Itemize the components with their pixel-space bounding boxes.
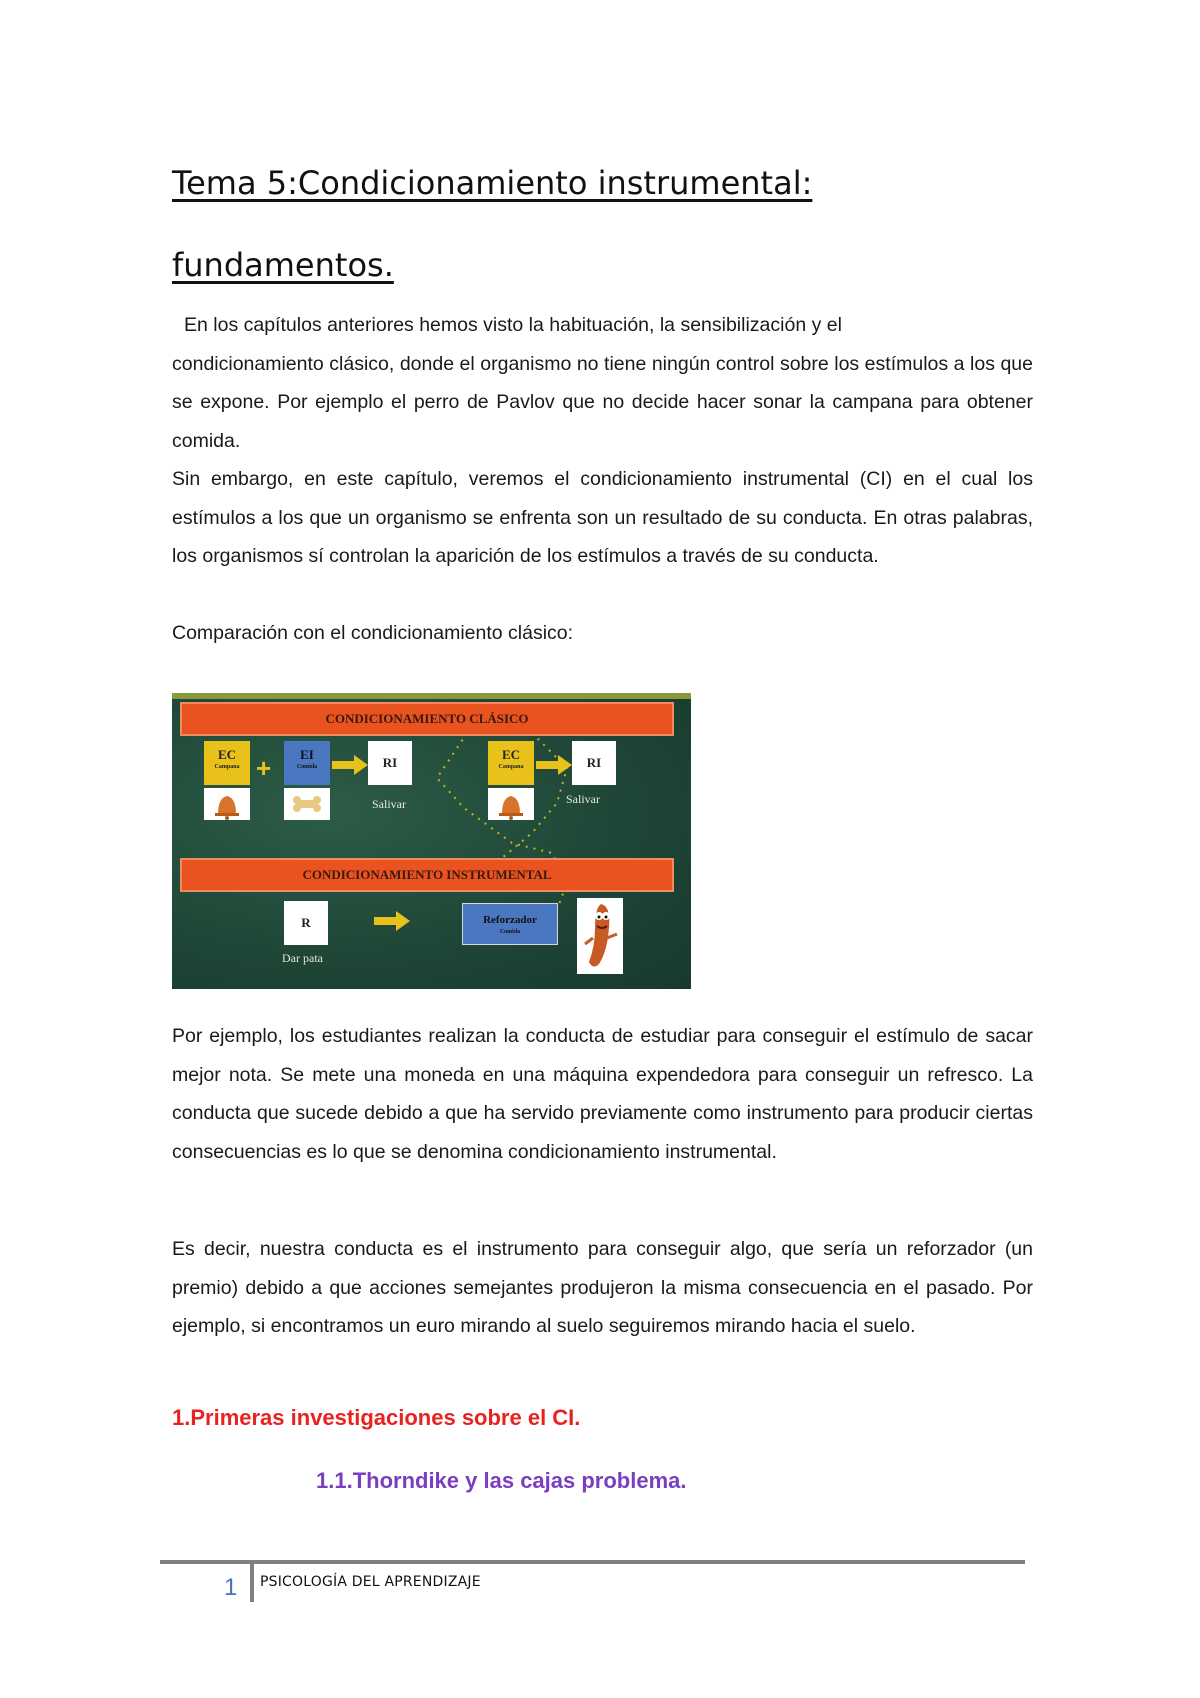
ec-label: EC [217,747,237,762]
footer-rule [160,1560,1025,1564]
sausage-character-icon [577,898,623,974]
footer-divider [250,1560,254,1602]
ri-conditioned-label: RI [586,755,602,770]
ei-box [284,741,330,785]
page-number: 1 [224,1574,238,1601]
arrow-right-icon [374,911,410,931]
ri-box [368,741,412,785]
ec-conditioned-label: EC [501,747,521,762]
bell-icon [488,788,534,820]
bone-icon-box [284,788,330,820]
bell-icon [204,788,250,820]
banner-instrumental-conditioning: CONDICIONAMIENTO INSTRUMENTAL [180,858,674,892]
paragraph-examples: Por ejemplo, los estudiantes realizan la conducta de estudiar para conseguir el estímulo de sacar mejor nota. Se mete una moneda en una máquina expendedora para conseguir un refresco. La conducta que sucede debido a que ha servido previamente como instrumento para producir ciertas consecuencias es lo que se denomina condicionamiento instrumental. [172,1025,1033,1163]
ri-conditioned-caption: Salivar [566,792,600,806]
title-line-2: fundamentos. [172,246,394,284]
arrow-right-icon [332,755,368,775]
plus-icon: + [256,753,272,783]
footer-title: PSICOLOGÍA DEL APRENDIZAJE [260,1574,481,1590]
reforzador-label: Reforzador [483,914,537,926]
section-heading: 1.Primeras investigaciones sobre el CI. [172,1405,581,1430]
conditioning-diagram [172,693,691,989]
reforzador-sub: Comida [499,929,521,935]
sausage-icon-box [577,898,623,974]
title-line-1: Tema 5:Condicionamiento instrumental: [172,164,813,202]
paragraph-intro-rest: condicionamiento clásico, donde el organismo no tiene ningún control sobre los estímulos a los que se expone. Por ejemplo el perro de Pavlov que no decide hacer sonar la campana para obtener comida. [172,352,1033,452]
bone-icon [284,788,330,820]
ec-box-conditioned [488,741,534,785]
ri-label: RI [382,755,398,770]
reforzador-box [462,903,558,945]
paragraph-reinforcer: Es decir, nuestra conducta es el instrumento para conseguir algo, que sería un reforzador (un premio) debido a que acciones semejantes produjeron la misma consecuencia en el pasado. Por ejemplo, si encontramos un euro mirando al suelo seguiremos mirando hacia el suelo. [172,1238,1033,1337]
r-caption: Dar pata [282,951,323,965]
paragraph-comparison: Comparación con el condicionamiento clásico: [172,622,574,644]
ri-box-conditioned [572,741,616,785]
arrow-right-icon [536,755,572,775]
ec-sub: Campana [214,764,240,770]
paragraph-intro [172,306,1033,460]
page-title [172,142,1032,306]
ei-sub: Comida [296,764,318,770]
ec-conditioned-sub: Campana [498,764,524,770]
bell-icon-box-conditioned [488,788,534,820]
ec-box [204,741,250,785]
paragraph-intro-first-line: En los capítulos anteriores hemos visto la habituación, la sensibilización y el [184,314,842,336]
ei-label: EI [300,747,314,762]
banner-classic-conditioning: CONDICIONAMIENTO CLÁSICO [180,702,674,736]
bell-icon-box [204,788,250,820]
paragraph-instrumental: Sin embargo, en este capítulo, veremos el condicionamiento instrumental (CI) en el cual los estímulos a los que un organismo se enfrenta son un resultado de su conducta. En otras palabras, los organismos sí controlan la aparición de los estímulos a través de su conducta. [172,468,1033,567]
r-box [284,901,328,945]
r-label: R [301,915,311,930]
subsection-heading: 1.1.Thorndike y las cajas problema. [316,1468,687,1493]
ri-caption: Salivar [372,797,406,811]
